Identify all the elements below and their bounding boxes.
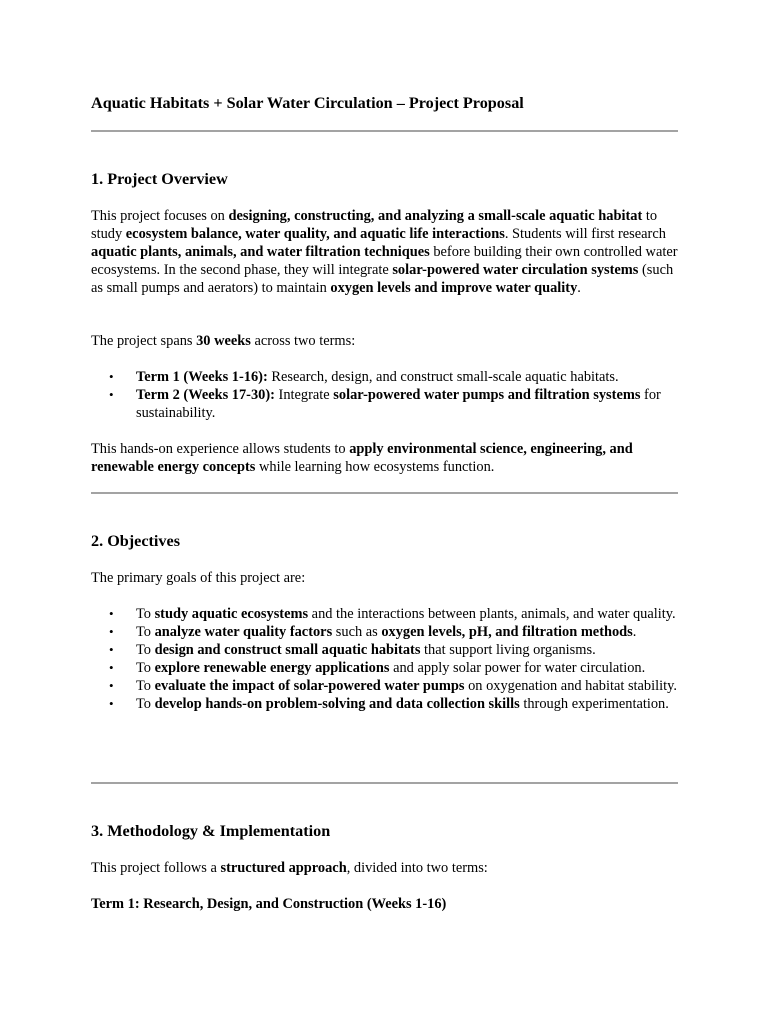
list-item [109,605,726,623]
text-run: . [577,280,581,296]
overview-paragraph [91,207,681,297]
text-run: To [136,624,155,640]
text-run: To [136,678,155,694]
term1-subheading [91,895,681,913]
bullet-icon: • [109,660,114,675]
handson-paragraph [91,440,681,476]
text-run: . [632,624,637,640]
text-run: The project spans [91,333,197,349]
bold-phrase: evaluate the impact of solar-powered water pumps [154,678,465,694]
bold-phrase: oxygen levels and improve water quality [330,280,578,296]
bullet-icon: • [109,606,114,621]
text-run: , divided into two terms: [346,860,488,876]
bold-phrase: explore renewable energy applications [154,660,390,676]
bold-phrase: Term 1 (Weeks 1-16): [136,369,268,385]
text-run: To [136,660,155,676]
terms-list [91,368,726,422]
text-run: This hands-on experience allows students to [91,441,350,457]
text-run: on oxygenation and habitat stability. [464,678,677,694]
methodology-intro-paragraph [91,859,681,877]
bold-phrase: designing, constructing, and analyzing a small-scale aquatic habitat [228,208,643,224]
duration-paragraph [91,332,681,350]
bold-phrase: aquatic plants, animals, and water filtration techniques [91,244,430,260]
section-heading-objectives: 2. Objectives [91,532,181,550]
duration-text [91,332,681,350]
bold-phrase: study aquatic ecosystems [154,606,309,622]
text-run: such as [332,624,382,640]
text-run: for sustainability. [136,387,661,421]
text-run: before building their own controlled water ecosystems. In the second phase, they will integrate [91,244,678,278]
objectives-intro-text [91,569,681,587]
bullet-icon: • [109,696,114,711]
text-run: To [136,642,155,658]
list-item [109,623,726,641]
bold-phrase: structured approach [220,860,347,876]
bullet-icon: • [109,624,114,639]
bold-phrase: analyze water quality factors [154,624,333,640]
term1-subheading-text: Term 1: Research, Design, and Construction (Weeks 1-16) [91,896,447,912]
methodology-intro-text [91,859,681,877]
objectives-intro-paragraph [91,569,681,587]
section-heading-methodology: 3. Methodology & Implementation [91,822,331,840]
bold-phrase: apply environmental science, engineering, and renewable energy concepts [91,441,633,475]
text-run: (such as small pumps and aerators) to maintain [91,262,674,296]
text-run: and apply solar power for water circulation. [389,660,646,676]
text-run: that support living organisms. [420,642,596,658]
list-item [109,677,726,695]
text-run: To [136,606,155,622]
list-item [109,641,726,659]
text-run: . Students will first research [504,226,666,242]
bold-phrase: develop hands-on problem-solving and data collection skills [154,696,520,712]
text-run: The primary goals of this project are: [91,570,306,586]
text-run: and the interactions between plants, animals, and water quality. [308,606,676,622]
text-run: through experimentation. [519,696,669,712]
text-run: This project follows a [91,860,221,876]
bold-phrase: ecosystem balance, water quality, and aquatic life interactions [125,226,505,242]
list-item [109,659,726,677]
bullet-icon: • [109,678,114,693]
bold-phrase: solar-powered water pumps and filtration systems [333,387,641,403]
bold-phrase: oxygen levels, pH, and filtration methods [381,624,633,640]
text-run: to study [91,208,658,242]
list-item [109,695,726,713]
section-divider [91,130,678,132]
handson-text [91,440,681,476]
bullet-icon: • [109,369,114,384]
section-divider [91,782,678,784]
term1-subheading-block [91,895,681,913]
overview-text [91,207,681,297]
text-run: This project focuses on [91,208,229,224]
bold-phrase: design and construct small aquatic habitats [154,642,421,658]
text-run: Integrate [274,387,334,403]
list-item [109,368,726,386]
text-run: To [136,696,155,712]
text-run: Research, design, and construct small-scale aquatic habitats. [267,369,619,385]
text-run: while learning how ecosystems function. [255,459,495,475]
section-heading-project-overview: 1. Project Overview [91,170,228,188]
text-run: across two terms: [250,333,356,349]
bold-phrase: Term 2 (Weeks 17-30): [136,387,275,403]
document-title: Aquatic Habitats + Solar Water Circulation – Project Proposal [91,94,524,112]
bullet-icon: • [109,642,114,657]
bold-phrase: solar-powered water circulation systems [392,262,639,278]
bold-phrase: 30 weeks [196,333,251,349]
list-item [109,386,726,422]
objectives-list [91,605,726,713]
section-divider [91,492,678,494]
bullet-icon: • [109,387,114,402]
